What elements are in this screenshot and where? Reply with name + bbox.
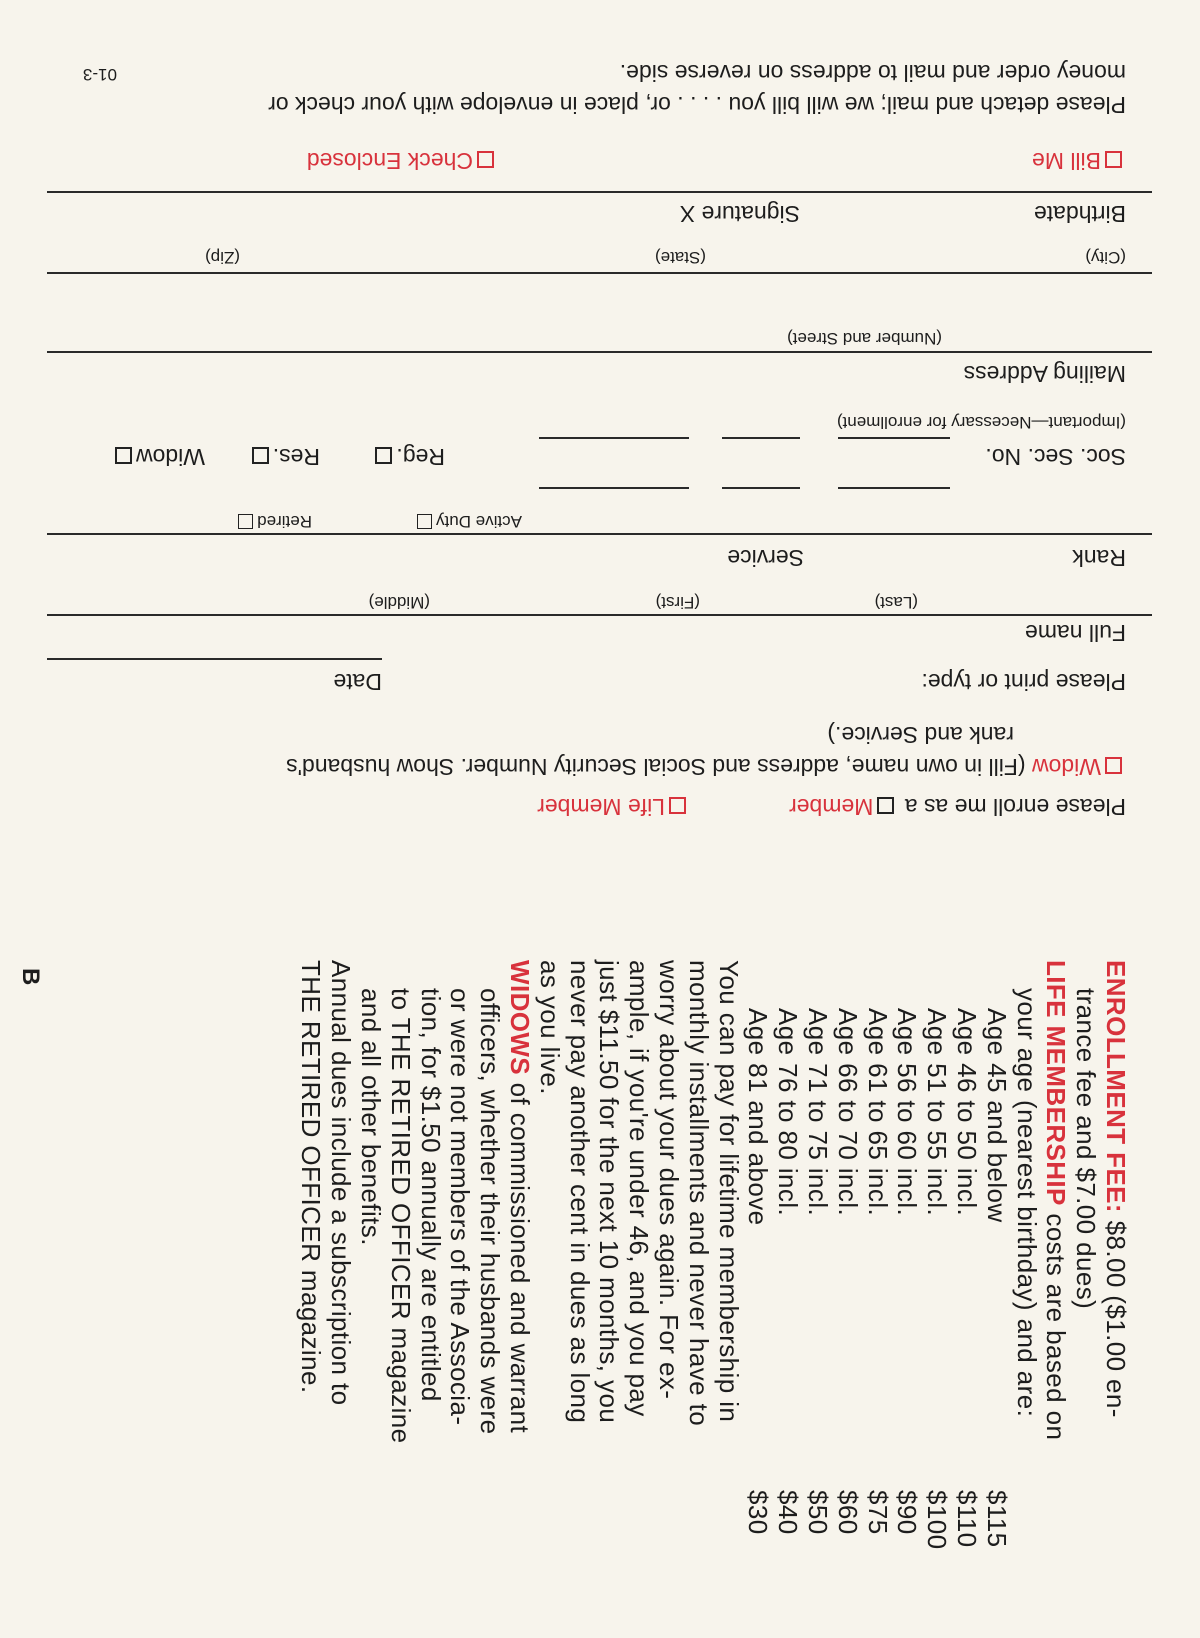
life-member-option: [537, 793, 690, 820]
date-label: Date: [333, 669, 382, 695]
table-row: [951, 960, 981, 1560]
check-enclosed-option: [307, 147, 498, 174]
ssn-part2-field[interactable]: [722, 437, 800, 439]
rank-label: Rank: [1072, 545, 1126, 571]
installment-line: You can pay for lifetime membership in: [713, 960, 744, 1423]
ssn-part1-field[interactable]: [838, 437, 950, 439]
life-membership-text-1: costs are based on: [1041, 1213, 1072, 1441]
age-range: Age 46 to 50 incl.: [952, 1008, 983, 1217]
widow-label: Widow: [1031, 754, 1101, 780]
check-enclosed-label: Check Enclosed: [306, 148, 473, 174]
widows-line-first: [504, 960, 534, 1560]
bill-me-label: Bill Me: [1031, 148, 1101, 174]
rank-service-field[interactable]: [47, 533, 1152, 535]
page-letter: B: [17, 968, 44, 986]
res-label: Res.: [272, 444, 320, 470]
table-row: [892, 960, 922, 1560]
ssn-part3-top: [539, 487, 689, 489]
life-membership-para: [1041, 960, 1071, 1560]
reg-option: [371, 443, 445, 470]
service-label: Service: [727, 545, 804, 571]
city-caption: (City): [1085, 248, 1126, 267]
member-label: Member: [789, 794, 874, 820]
widows-line: of commissioned and warrant: [505, 1082, 536, 1434]
enroll-label: Please enroll me as a: [904, 794, 1126, 820]
installment-line: just $11.50 for the next 10 months, you: [594, 960, 625, 1424]
age-price: $90: [892, 1490, 923, 1535]
enrollment-fee-text-2: trance fee and $7.00 dues): [1071, 988, 1102, 1310]
installment-paragraph: [534, 960, 743, 1560]
street-caption: (Number and Street): [787, 329, 942, 348]
age-price: $60: [832, 1490, 863, 1535]
installment-line: as you live.: [534, 960, 565, 1095]
retired-label: Retired: [257, 512, 312, 531]
bill-me-checkbox[interactable]: [1105, 151, 1122, 168]
widow-status-label: Widow: [135, 444, 205, 470]
birthdate-label: Birthdate: [1033, 201, 1126, 227]
widows-line: officers, whether their husbands were: [475, 988, 506, 1435]
bill-me-option: [1032, 147, 1126, 174]
age-price-table: [743, 960, 1011, 1560]
full-name-field[interactable]: [47, 614, 1152, 616]
age-price: $100: [922, 1490, 953, 1550]
annual-line: Annual dues include a subscription to: [326, 960, 357, 1406]
retired-checkbox[interactable]: [238, 514, 253, 529]
table-row: [921, 960, 951, 1560]
age-range: Age 76 to 80 incl.: [773, 1008, 804, 1217]
member-checkbox[interactable]: [877, 797, 894, 814]
installment-line: never pay another cent in dues as long: [564, 960, 595, 1424]
table-row: [862, 960, 892, 1560]
installment-line: monthly installments and never have to: [683, 960, 714, 1427]
life-member-checkbox[interactable]: [669, 797, 686, 814]
widows-line: and all other benefits.: [356, 988, 387, 1246]
active-duty-checkbox[interactable]: [417, 514, 432, 529]
res-option: [248, 443, 320, 470]
street-field[interactable]: [47, 351, 1152, 353]
widow-checkbox[interactable]: [1105, 757, 1122, 774]
installment-line: worry about your dues again. For ex-: [654, 960, 685, 1400]
age-price: $30: [743, 1490, 774, 1535]
widow-status-checkbox[interactable]: [115, 447, 132, 464]
age-range: Age 66 to 70 incl.: [832, 1008, 863, 1217]
table-row: [743, 960, 773, 1560]
widows-line: to THE RETIRED OFFICER magazine: [385, 988, 416, 1444]
widows-line: tion, for $1.50 annually are entitled: [415, 988, 446, 1402]
form-code: 01-3: [82, 65, 117, 84]
table-row: [772, 960, 802, 1560]
table-row: [981, 960, 1011, 1560]
widows-heading: WIDOWS: [505, 960, 536, 1076]
age-price: $110: [952, 1490, 983, 1548]
birthdate-signature-field[interactable]: [47, 191, 1152, 193]
middle-caption: (Middle): [368, 593, 430, 612]
check-enclosed-checkbox[interactable]: [477, 151, 494, 168]
state-caption: (State): [654, 248, 706, 267]
widow-row: [286, 753, 1126, 780]
age-price: $40: [773, 1490, 804, 1535]
city-state-zip-field[interactable]: [47, 272, 1152, 274]
print-label: Please print or type:: [921, 669, 1126, 695]
widow-note: (Fill in own name, address and Social Security Number. Show husband's: [286, 754, 1026, 780]
detach-line-2: money order and mail to address on reverse side.: [619, 60, 1126, 86]
widow-status-option: [111, 443, 205, 470]
widow-note-2: rank and Service.): [827, 722, 1014, 748]
annual-line: THE RETIRED OFFICER magazine.: [296, 960, 327, 1394]
detach-line-1: Please detach and mail; we will bill you . . . . or, place in envelope with your check or: [268, 92, 1126, 118]
table-row: [802, 960, 832, 1560]
signature-label: Signature X: [679, 201, 800, 227]
age-range: Age 45 and below: [981, 1008, 1012, 1223]
retired-option: [234, 511, 312, 531]
age-price: $115: [981, 1490, 1012, 1548]
active-duty-label: Active Duty: [436, 512, 522, 531]
mailing-label: Mailing Address: [963, 361, 1126, 387]
last-caption: (Last): [874, 593, 918, 612]
age-range: Age 61 to 65 incl.: [862, 1008, 893, 1217]
res-checkbox[interactable]: [252, 447, 269, 464]
ssn-part3-field[interactable]: [539, 437, 689, 439]
age-price: $75: [862, 1490, 893, 1535]
active-duty-option: [413, 511, 522, 531]
annual-dues-paragraph: [296, 960, 356, 1560]
life-membership-text-2: your age (nearest birthday) and are:: [1011, 988, 1042, 1418]
enrollment-fee-para: [1100, 960, 1130, 1560]
age-range: Age 81 and above: [743, 1008, 774, 1226]
age-range: Age 56 to 60 incl.: [892, 1008, 923, 1217]
enroll-row: [789, 793, 1126, 820]
full-name-label: Full name: [1025, 620, 1126, 646]
enrollment-fee-heading: ENROLLMENT FEE:: [1101, 960, 1131, 1213]
ssn-part1-top: [838, 487, 950, 489]
membership-info-panel: [270, 960, 1130, 1560]
installment-line: ample, if you're under 46, and you pay: [624, 960, 655, 1417]
ssn-note: (Important—Necessary for enrollment): [836, 413, 1126, 432]
first-caption: (First): [655, 593, 700, 612]
widows-line: or were not members of the Associa-: [445, 988, 476, 1426]
ssn-label: Soc. Sec. No.: [985, 444, 1126, 470]
enrollment-fee-text-1: $8.00 ($1.00 en-: [1101, 1220, 1131, 1418]
reg-label: Reg.: [396, 444, 445, 470]
age-range: Age 51 to 55 incl.: [922, 1008, 953, 1217]
life-membership-heading: LIFE MEMBERSHIP: [1041, 960, 1072, 1206]
zip-caption: (Zip): [205, 248, 240, 267]
reg-checkbox[interactable]: [375, 447, 392, 464]
life-member-label: Life Member: [537, 794, 665, 820]
date-field[interactable]: [47, 658, 382, 660]
widows-paragraph: [355, 960, 534, 1560]
age-price: $50: [803, 1490, 834, 1535]
ssn-part2-top: [722, 487, 800, 489]
table-row: [832, 960, 862, 1560]
age-range: Age 71 to 75 incl.: [803, 1008, 834, 1217]
